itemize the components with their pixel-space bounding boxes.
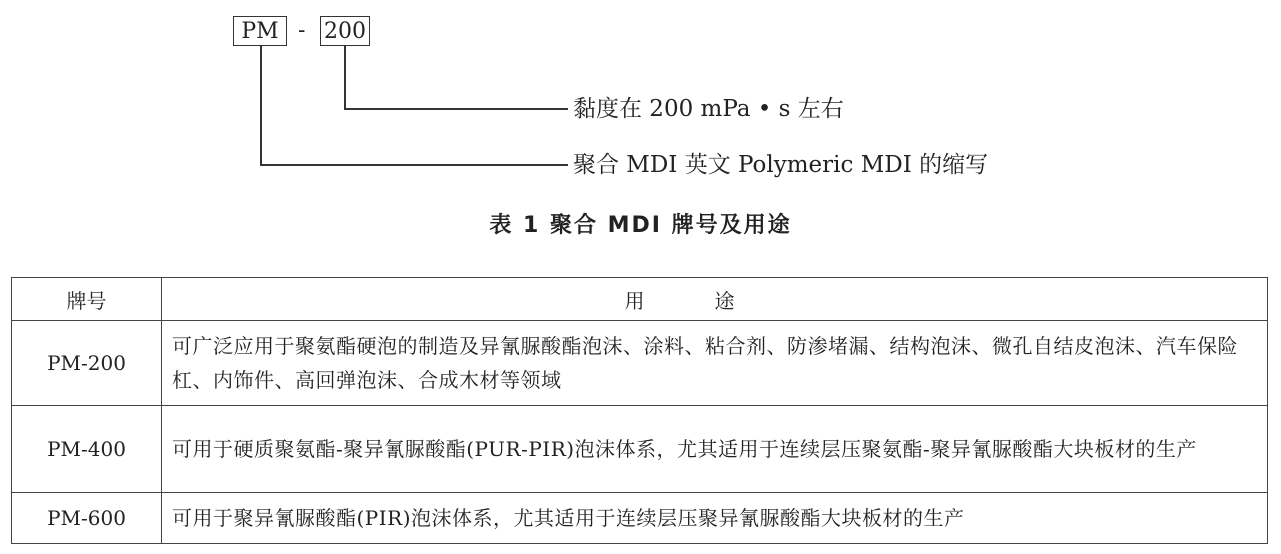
number-leader-vertical [344,46,346,109]
grade-cell: PM-200 [12,321,162,406]
table-row [12,493,1268,544]
code-prefix-box: PM [233,16,287,46]
grade-usage-table [11,277,1268,544]
table-header-row [12,278,1268,321]
prefix-leader-horizontal [260,164,568,166]
number-leader-horizontal [344,108,568,110]
abbreviation-annotation: 聚合 MDI 英文 Polymeric MDI 的缩写 [573,152,989,178]
header-grade: 牌号 [12,278,162,321]
code-number-box: 200 [320,16,370,46]
header-use: 用途 [162,278,1268,321]
grade-cell: PM-400 [12,406,162,493]
table-row [12,321,1268,406]
code-separator: - [298,18,306,43]
use-cell: 可用于聚异氰脲酸酯(PIR)泡沫体系，尤其适用于连续层压聚异氰脲酸酯大块板材的生产 [162,493,1268,544]
table-caption: 表 1 聚合 MDI 牌号及用途 [489,213,792,238]
use-cell: 可广泛应用于聚氨酯硬泡的制造及异氰脲酸酯泡沫、涂料、粘合剂、防渗堵漏、结构泡沫、微孔自结皮泡沫、汽车保险杠、内饰件、高回弹泡沫、合成木材等领域 [162,321,1268,406]
use-cell: 可用于硬质聚氨酯-聚异氰脲酸酯(PUR-PIR)泡沫体系，尤其适用于连续层压聚氨酯-聚异氰脲酸酯大块板材的生产 [162,406,1268,493]
table-row [12,406,1268,493]
grade-cell: PM-600 [12,493,162,544]
prefix-leader-vertical [260,46,262,165]
viscosity-annotation: 黏度在 200 mPa • s 左右 [573,96,844,122]
naming-diagram [0,0,1281,200]
